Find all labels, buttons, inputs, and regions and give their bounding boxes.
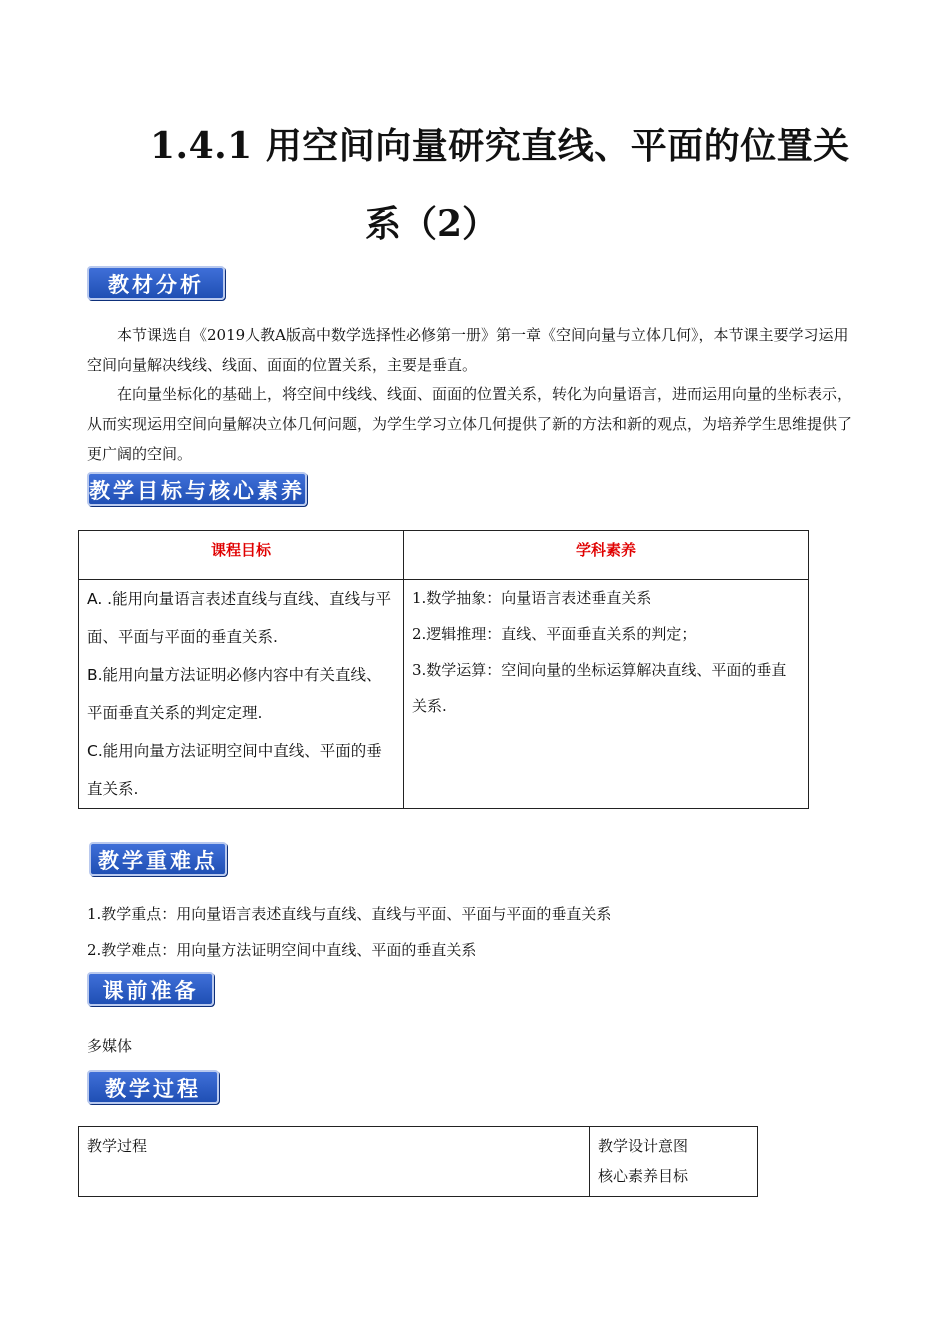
header-subject-literacy: 学科素养 (404, 531, 809, 580)
course-goals-cell (79, 580, 404, 809)
section-badge-preparation: 课前准备 (87, 972, 214, 1006)
header-course-goals: 课程目标 (79, 531, 404, 580)
section-badge-analysis: 教材分析 (87, 266, 225, 300)
section-badge-process: 教学过程 (87, 1070, 219, 1104)
key-point-difficulty: 2.教学难点：用向量方法证明空间中直线、平面的垂直关系 (87, 941, 477, 959)
document-title-line-1: 1.4.1 用空间向量研究直线、平面的位置关 (150, 125, 850, 167)
literacy-item-1: 1.数学抽象：向量语言表述垂直关系 (412, 589, 652, 607)
analysis-paragraph-1: 本节课选自《2019人教A版高中数学选择性必修第一册》第一章《空间向量与立体几何》，本节课主要学习运用空间向量解决线线、线面、面面的位置关系，主要是垂直。 (87, 326, 849, 374)
preparation-text: 多媒体 (87, 1037, 133, 1055)
key-point-focus: 1.教学重点：用向量语言表述直线与直线、直线与平面、平面与平面的垂直关系 (87, 905, 612, 923)
section-badge-objectives: 教学目标与核心素养 (87, 472, 307, 506)
subject-literacy-cell (404, 580, 809, 809)
course-goal-b: B.能用向量方法证明必修内容中有关直线、平面垂直关系的判定定理. (87, 666, 382, 722)
course-goal-c: C.能用向量方法证明空间中直线、平面的垂直关系. (87, 742, 382, 798)
literacy-item-2: 2.逻辑推理：直线、平面垂直关系的判定； (412, 625, 697, 643)
design-intent-column-header (590, 1127, 758, 1197)
core-literacy-goal-label: 核心素养目标 (598, 1167, 689, 1185)
process-table (78, 1126, 758, 1197)
objectives-table (78, 530, 809, 809)
literacy-item-3: 3.数学运算：空间向量的坐标运算解决直线、平面的垂直关系. (412, 661, 787, 715)
document-title-line-2: 系（2） (365, 203, 499, 245)
process-column-header: 教学过程 (79, 1127, 590, 1197)
design-intent-label: 教学设计意图 (598, 1137, 689, 1155)
course-goal-a: A. .能用向量语言表述直线与直线、直线与平面、平面与平面的垂直关系. (87, 590, 392, 646)
section-badge-key-points: 教学重难点 (89, 842, 227, 876)
analysis-paragraph-2: 在向量坐标化的基础上，将空间中线线、线面、面面的位置关系，转化为向量语言，进而运用向量的坐标表示，从而实现运用空间向量解决立体几何问题，为学生学习立体几何提供了新的方法和新的观点，为培养学生思维提供了更广阔的空间。 (87, 385, 853, 463)
